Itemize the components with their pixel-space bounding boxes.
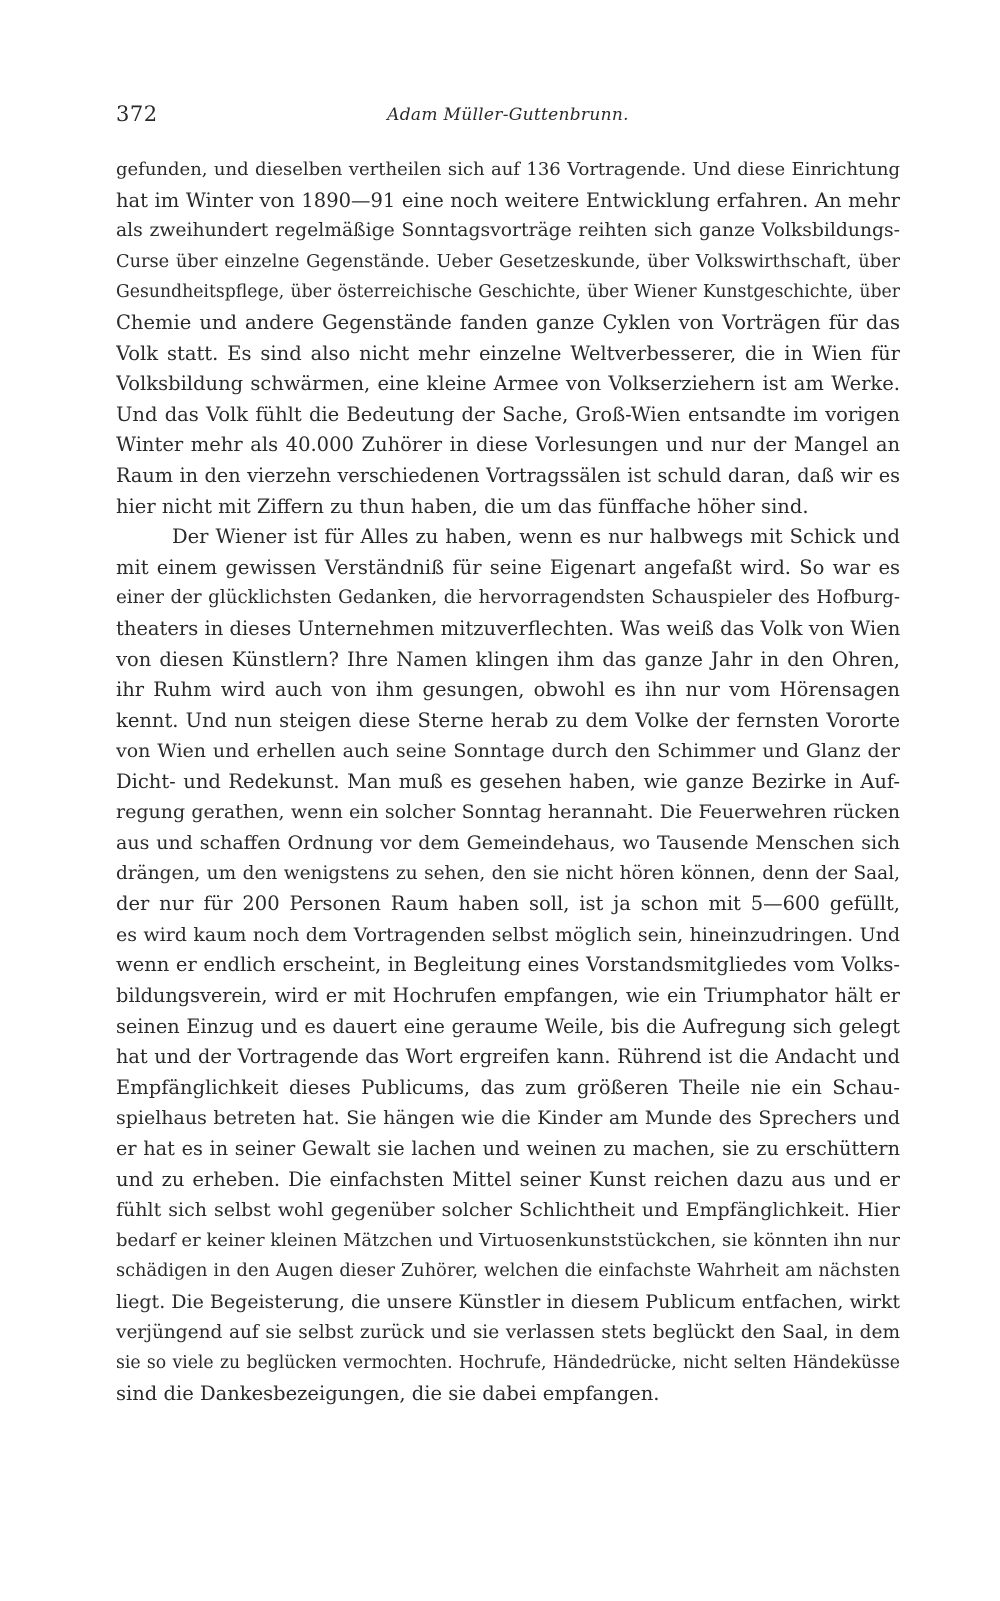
text-line: der nur für 200 Personen Raum haben soll, ist ja schon mit 5—600 gefüllt, [116,892,900,916]
text-line: Volksbildung schwärmen, eine kleine Armee von Volkserziehern ist am Werke. [116,372,900,396]
text-line: kennt. Und nun steigen diese Sterne herab zu dem Volke der fernsten Vororte [116,708,900,732]
text-line: Empfänglichkeit dieses Publicums, das zum größeren Theile nie ein Schau- [116,1075,900,1099]
text-line: Und das Volk fühlt die Bedeutung der Sache, Groß-Wien entsandte im vorigen [116,402,900,426]
text-line: seinen Einzug und es dauert eine geraume Weile, bis die Aufregung sich gelegt [116,1014,900,1038]
text-line: regung gerathen, wenn ein solcher Sonntag herannaht. Die Feuerwehren rücken [116,801,900,824]
text-line: von diesen Künstlern? Ihre Namen klingen ihm das ganze Jahr in den Ohren, [116,647,900,671]
text-line: bedarf er keiner kleinen Mätzchen und Virtuosenkunststückchen, sie könnten ihn nur [116,1229,900,1251]
running-title: Adam Müller-Guttenbrunn. [387,105,629,125]
text-line: ihr Ruhm wird auch von ihm gesungen, obwohl es ihn nur vom Hörensagen [116,678,900,702]
text-line: schädigen in den Augen dieser Zuhörer, welchen die einfachste Wahrheit am nächsten [116,1261,900,1282]
text-line: Dicht- und Redekunst. Man muß es gesehen haben, wie ganze Bezirke in Auf- [116,769,900,793]
paragraph-last-line: hier nicht mit Ziffern zu thun haben, die um das fünffache höher sind. [116,494,809,518]
text-line: Winter mehr als 40.000 Zuhörer in diese Vorlesungen und nur der Mangel an [116,433,900,457]
text-line: mit einem gewissen Verständniß für seine Eigenart angefaßt wird. So war es [116,555,900,579]
text-line: einer der glücklichsten Gedanken, die hervorragendsten Schauspieler des Hofburg- [116,587,900,609]
text-line: wenn er endlich erscheint, in Begleitung eines Vorstandsmitgliedes vom Volks- [116,953,900,977]
text-line: Gesundheitspflege, über österreichische Geschichte, über Wiener Kunstgeschichte, über [116,282,900,303]
running-head [116,102,900,136]
page-number: 372 [116,102,158,126]
text-line: aus und schaffen Ordnung vor dem Gemeindehaus, wo Tausende Menschen sich [116,832,900,855]
text-line: Curse über einzelne Gegenstände. Ueber Gesetzeskunde, über Volkswirthschaft, über [116,251,900,272]
text-line: bildungsverein, wird er mit Hochrufen empfangen, wie ein Triumphator hält er [116,984,900,1008]
text-line: sie so viele zu beglücken vermochten. Hochrufe, Händedrücke, nicht selten Händeküsse [116,1353,900,1374]
paragraph-first-line: Der Wiener ist für Alles zu haben, wenn es nur halbwegs mit Schick und [172,525,900,549]
text-line: von Wien und erhellen auch seine Sonntage durch den Schimmer und Glanz der [116,740,900,763]
text-line: hat und der Vortragende das Wort ergreifen kann. Rührend ist die Andacht und [116,1045,900,1069]
paragraph-last-line: sind die Dankesbezeigungen, die sie dabei empfangen. [116,1381,660,1405]
text-line: hat im Winter von 1890—91 eine noch weitere Entwicklung erfahren. An mehr [116,188,900,212]
text-line: es wird kaum noch dem Vortragenden selbst möglich sein, hineinzudringen. Und [116,923,900,946]
text-line: fühlt sich selbst wohl gegenüber solcher Schlichtheit und Empfänglichkeit. Hier [116,1199,900,1222]
text-line: Raum in den vierzehn verschiedenen Vortragssälen ist schuld daran, daß wir es [116,463,900,487]
body-text [116,155,900,1409]
text-line: gefunden, und dieselben vertheilen sich auf 136 Vortragende. Und diese Einrichtung [116,159,900,180]
text-line: verjüngend auf sie selbst zurück und sie verlassen stets beglückt den Saal, in dem [116,1321,900,1343]
text-line: Chemie und andere Gegenstände fanden ganze Cyklen von Vorträgen für das [116,310,900,334]
text-line: und zu erheben. Die einfachsten Mittel seiner Kunst reichen dazu aus und er [116,1167,900,1191]
text-line: drängen, um den wenigstens zu sehen, den sie nicht hören können, denn der Saal, [116,862,900,884]
text-line: liegt. Die Begeisterung, die unsere Künstler in diesem Publicum entfachen, wirkt [116,1290,900,1313]
text-line: spielhaus betreten hat. Sie hängen wie die Kinder am Munde des Sprechers und [116,1107,900,1130]
text-line: Volk statt. Es sind also nicht mehr einzelne Weltverbesserer, die in Wien für [116,341,900,365]
text-line: theaters in dieses Unternehmen mitzuverflechten. Was weiß das Volk von Wien [116,616,900,640]
text-line: er hat es in seiner Gewalt sie lachen und weinen zu machen, sie zu erschüttern [116,1137,900,1160]
text-line: als zweihundert regelmäßige Sonntagsvorträge reihten sich ganze Volksbildungs- [116,220,900,242]
